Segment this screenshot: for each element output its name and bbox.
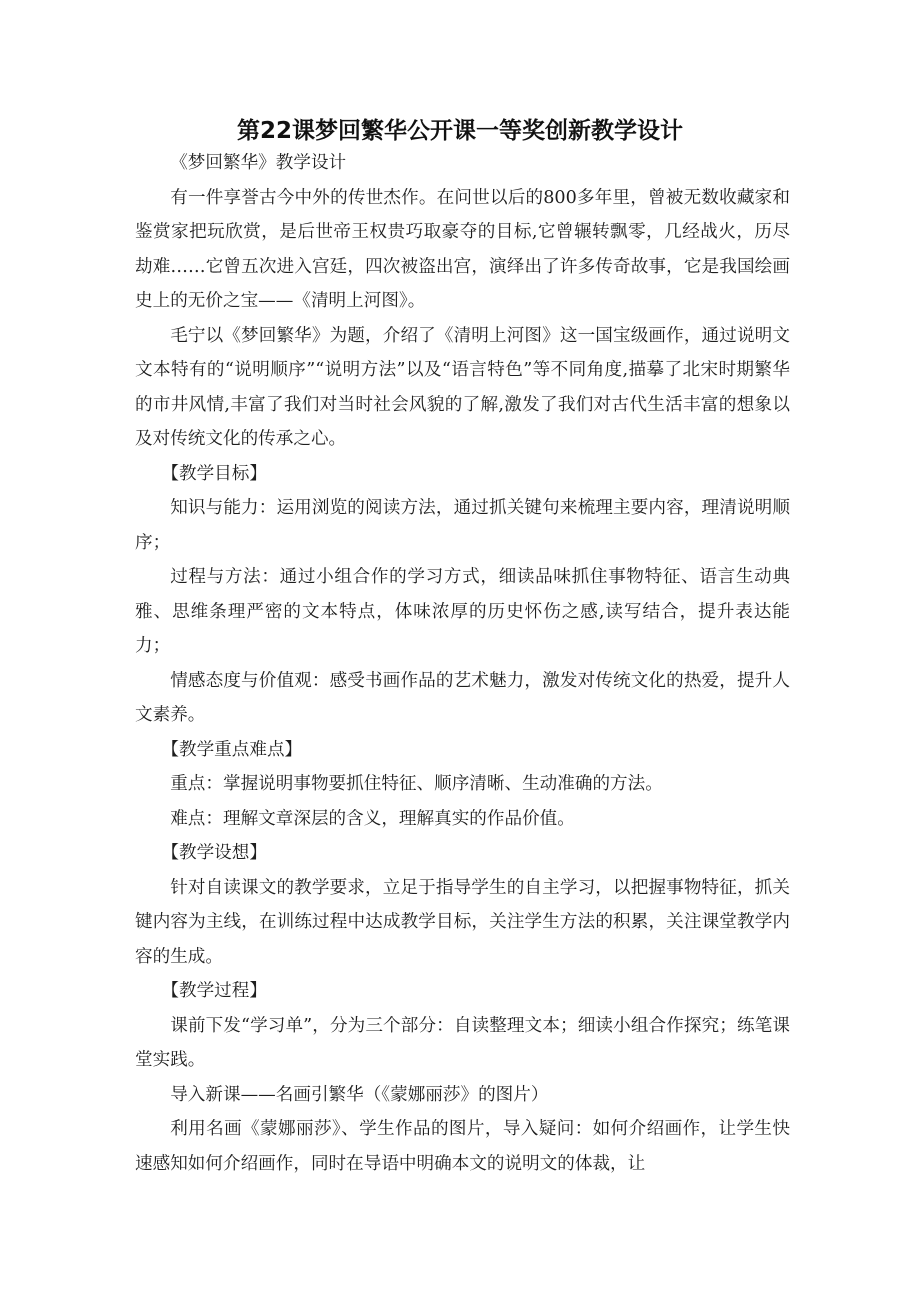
subtitle: 《梦回繁华》教学设计: [170, 153, 347, 173]
goal-knowledge-ability: 知识与能力：运用浏览的阅读方法，通过抓关键句来梳理主要内容，理清说明顺序；: [135, 498, 790, 553]
process-paragraph-3: 利用名画《蒙娜丽莎》、学生作品的图片，导入疑问：如何介绍画作，让学生快速感知如何介绍画作，同时在导语中明确本文的说明文的体裁，让: [135, 1119, 790, 1174]
process-paragraph-1: 课前下发“学习单”，分为三个部分：自读整理文本；细读小组合作探究；练笔课堂实践。: [135, 1015, 790, 1070]
key-point: 重点：掌握说明事物要抓住特征、顺序清晰、生动准确的方法。: [170, 774, 663, 794]
heading-key-difficult-points: 【教学重点难点】: [161, 739, 303, 760]
intro-paragraph-2: 毛宁以《梦回繁华》为题，介绍了《清明上河图》这一国宝级画作，通过说明文文本特有的“说明顺序”“说明方法”以及“语言特色”等不同角度,描摹了北宋时期繁华的市井风情,丰富了我们对当时社会风貌的了解,激发了我们对古代生活丰富的想象以及对传统文化的传承之心。: [135, 325, 790, 449]
difficult-point: 难点：理解文章深层的含义，理解真实的作品价值。: [170, 808, 575, 829]
heading-teaching-goals: 【教学目标】: [161, 463, 267, 484]
heading-teaching-process: 【教学过程】: [161, 981, 267, 1001]
teaching-idea: 针对自读课文的教学要求，立足于指导学生的自主学习，以把握事物特征，抓关键内容为主线，在训练过程中达成教学目标，关注学生方法的积累，关注课堂教学内容的生成。: [135, 877, 790, 967]
intro-paragraph-1: 有一件享誉古今中外的传世杰作。在问世以后的800多年里，曾被无数收藏家和鉴赏家把玩欣赏，是后世帝王权贵巧取豪夺的目标,它曾辗转飘零，几经战火，历尽劫难……它曾五次进入宫廷，四次被盗出宫，演绎出了许多传奇故事，它是我国绘画史上的无价之宝——《清明上河图》。: [135, 187, 790, 311]
document-body: [135, 146, 790, 1181]
process-paragraph-2: 导入新课——名画引繁华（《蒙娜丽莎》的图片）: [170, 1084, 549, 1105]
goal-emotion-values: 情感态度与价值观：感受书画作品的艺术魅力，激发对传统文化的热爱，提升人文素养。: [135, 670, 790, 725]
goal-process-method: 过程与方法：通过小组合作的学习方式，细读品味抓住事物特征、语言生动典雅、思维条理严密的文本特点，体味浓厚的历史怀伤之感,读写结合，提升表达能力；: [135, 567, 790, 656]
heading-teaching-idea: 【教学设想】: [161, 843, 267, 863]
document-title: 第22课梦回繁华公开课一等奖创新教学设计: [236, 118, 683, 144]
